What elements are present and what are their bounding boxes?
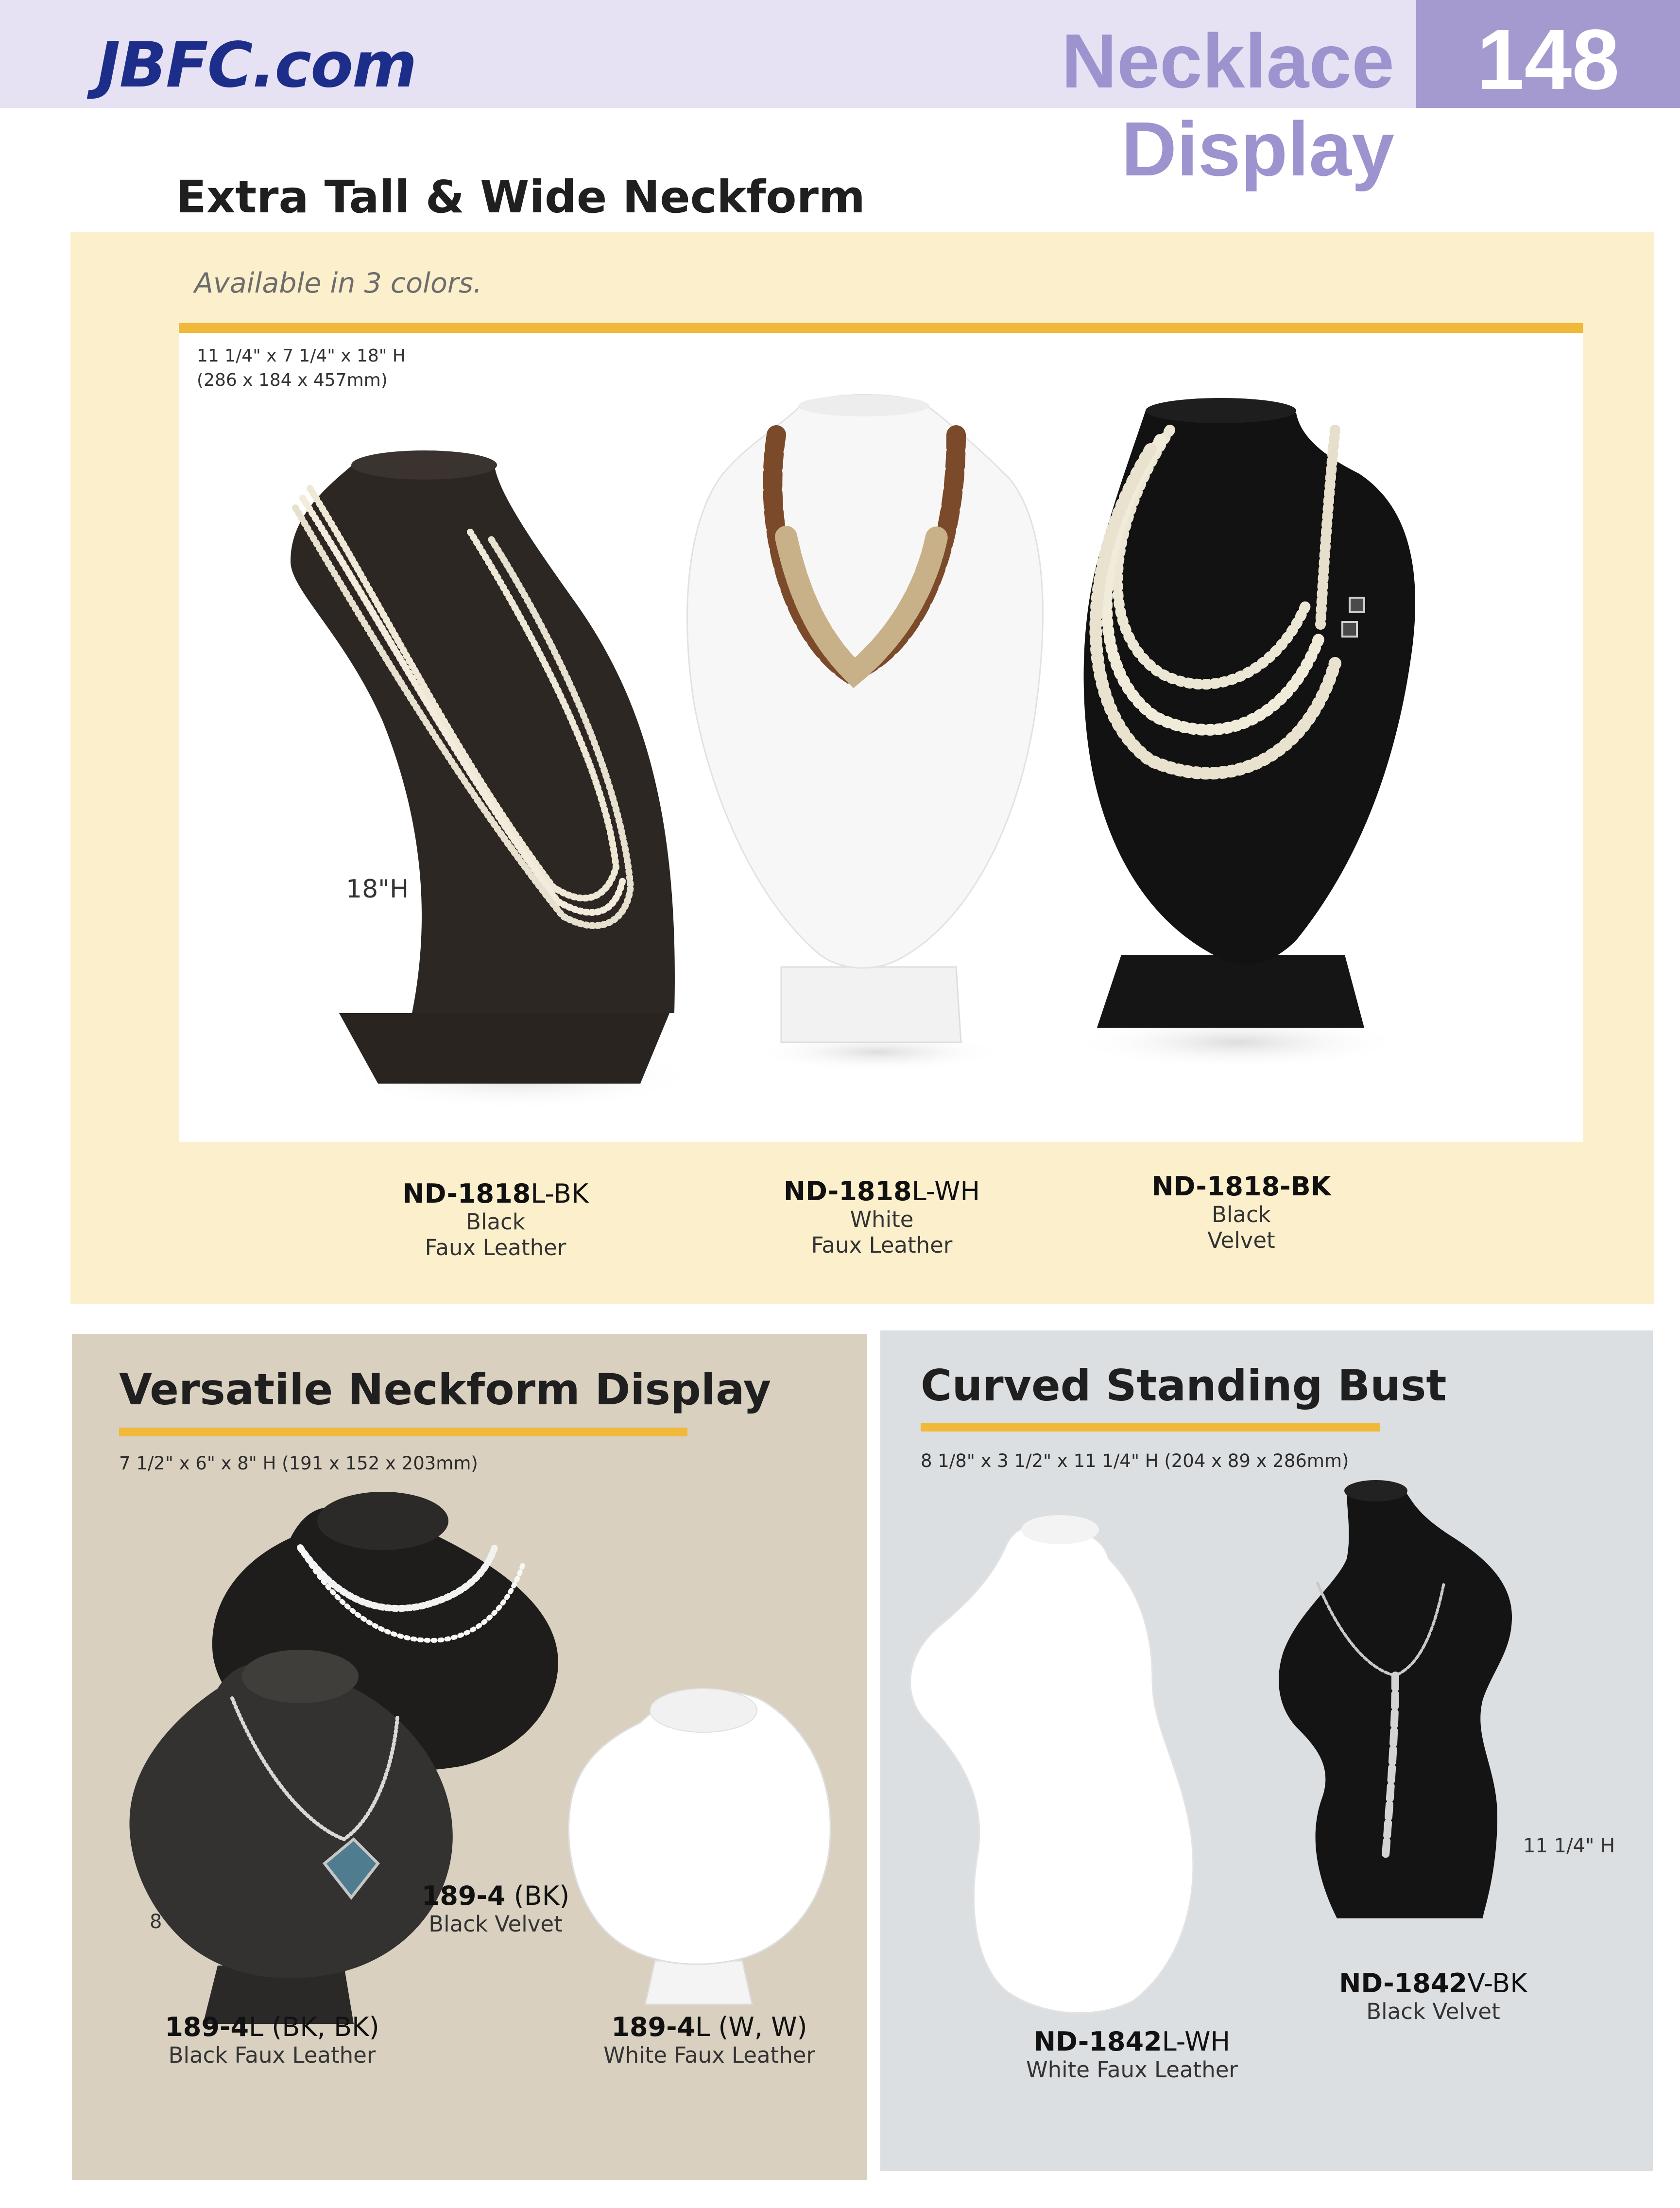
page-number: 148 — [1476, 12, 1620, 107]
product-caption[interactable] — [1011, 2026, 1253, 2083]
height-label: 18"H — [346, 875, 409, 904]
product-caption[interactable] — [1312, 1968, 1555, 2024]
product-color: Black — [466, 1209, 525, 1235]
product-material: Faux Leather — [811, 1232, 953, 1258]
brand-logo[interactable]: JBFC.com — [97, 29, 416, 102]
height-label: 11 1/4" H — [1523, 1835, 1615, 1857]
white-curved-bust — [910, 1515, 1193, 2013]
product-caption[interactable] — [736, 1176, 1028, 1258]
product-code: ND-1842V-BK — [1339, 1968, 1527, 1999]
availability-note: Available in 3 colors. — [194, 267, 482, 299]
white-leather-neckform — [687, 395, 1043, 1072]
gold-rule — [921, 1423, 1380, 1432]
black-velvet-neckform — [1073, 398, 1415, 1069]
product-color: Black — [1212, 1202, 1271, 1227]
product-caption[interactable] — [403, 1880, 588, 1937]
gold-rule — [119, 1428, 687, 1436]
product-code: 189-4 (BK) — [421, 1880, 570, 1911]
product-caption[interactable] — [350, 1178, 641, 1260]
product-material: Velvet — [1207, 1227, 1275, 1253]
product-photo-tall — [179, 333, 1583, 1142]
product-caption[interactable] — [1096, 1171, 1387, 1253]
product-desc: Black Faux Leather — [168, 2042, 376, 2068]
product-caption[interactable] — [583, 2012, 836, 2068]
height-label: 8" H — [150, 1911, 192, 1933]
product-desc: White Faux Leather — [1026, 2057, 1238, 2083]
product-desc: Black Velvet — [1366, 1999, 1500, 2024]
dimensions-imperial: 11 1/4" x 7 1/4" x 18" H — [197, 346, 406, 366]
dimensions: 7 1/2" x 6" x 8" H (191 x 152 x 203mm) — [119, 1453, 478, 1474]
neckform-illustrations — [179, 333, 1583, 1142]
product-code: ND-1842L-WH — [1033, 2026, 1231, 2057]
dimensions-metric: (286 x 184 x 457mm) — [197, 370, 388, 390]
product-code: 189-4L (W, W) — [611, 2012, 807, 2042]
product-code: ND-1818-BK — [1151, 1171, 1331, 1202]
section-title-tall: Extra Tall & Wide Neckform — [176, 171, 865, 223]
section-title-versatile: Versatile Neckform Display — [119, 1364, 771, 1414]
black-velvet-curved-bust — [1279, 1480, 1512, 1918]
white-leather-bust — [569, 1689, 831, 2004]
product-code: ND-1818L-WH — [783, 1176, 980, 1207]
product-material: Faux Leather — [425, 1235, 566, 1260]
black-leather-neckform — [291, 450, 694, 1110]
product-desc: Black Velvet — [429, 1911, 563, 1937]
product-caption[interactable] — [146, 2012, 398, 2068]
section-title-curved: Curved Standing Bust — [921, 1361, 1447, 1411]
page-title: Necklace Display — [1061, 18, 1394, 192]
dimensions: 8 1/8" x 3 1/2" x 11 1/4" H (204 x 89 x 286mm) — [921, 1450, 1349, 1471]
gold-rule — [179, 323, 1583, 333]
product-code: 189-4L (BK, BK) — [165, 2012, 379, 2042]
product-code: ND-1818L-BK — [402, 1178, 589, 1209]
product-desc: White Faux Leather — [603, 2042, 815, 2068]
product-color: White — [850, 1207, 914, 1232]
